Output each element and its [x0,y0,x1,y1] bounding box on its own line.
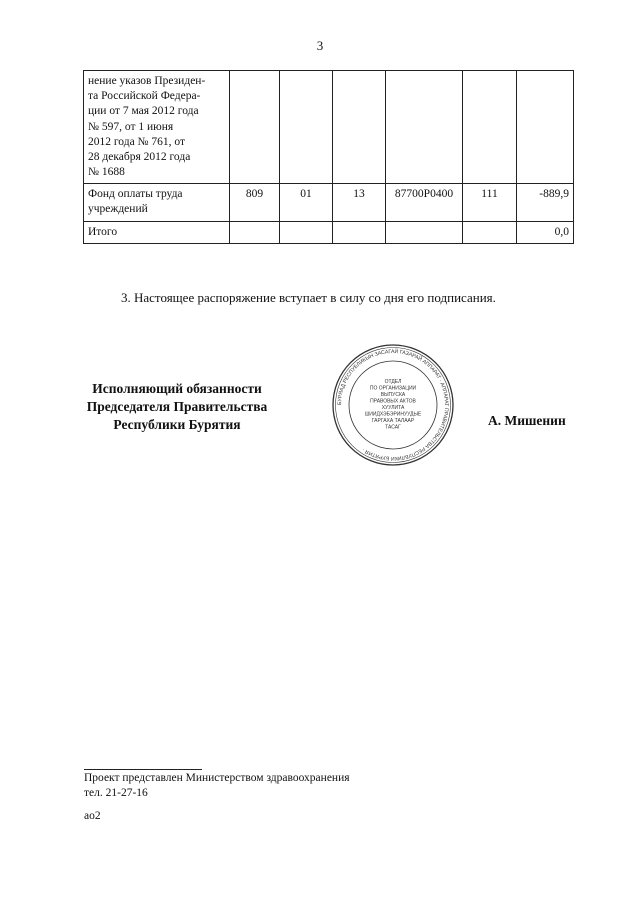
official-seal [331,343,455,467]
seal-inner-line: ТАСАГ [385,424,401,431]
section-code-cell: 01 [280,184,333,221]
description-line: ции от 7 мая 2012 года [88,105,199,118]
description-line: 2012 года № 761, от [88,135,186,148]
footnote-divider [84,769,202,770]
description-line: 28 декабря 2012 года [88,150,191,163]
seal-inner-line: ПО ОРГАНИЗАЦИИ [369,385,417,392]
signatory-title-line: Республики Бурятия [113,416,241,432]
subsection-code-cell: 13 [333,184,386,221]
footnote [84,771,350,801]
description-line: учреждений [88,203,148,216]
expense-type-cell [463,71,517,184]
section-code-cell [280,71,333,184]
seal-inner-line: ПРАВОВЫХ АКТОВ [370,398,416,405]
description-line: № 1688 [88,166,125,179]
subsection-code-cell [333,221,386,243]
table-row [84,221,574,243]
section-code-cell [280,221,333,243]
ministry-code-cell: 809 [230,184,280,221]
table-row [84,184,574,221]
subsection-code-cell [333,71,386,184]
description-line: № 597, от 1 июня [88,120,174,133]
target-item-cell: 87700Р0400 [386,184,463,221]
amount-cell [517,71,574,184]
seal-inner-line: ОТДЕЛ [384,379,402,385]
description-line: нение указов Президен- [88,75,206,87]
seal-outer-text: БУРЯАД РЕСПУБЛИКЫН ЗАСАГАЙ ГАЗАРАЙ АППАРАТ · АППАРАТ ПРАВИТЕЛЬСТВА РЕСПУБЛИКИ БУРЯТИЯ · [336,348,450,462]
description-line: Фонд оплаты труда [88,188,183,201]
target-item-cell [386,71,463,184]
seal-inner-line: ХУУЛИТА [381,405,405,411]
seal-inner-line: ШИИДХЭБЭРИНУУДЫЕ [364,411,422,418]
ministry-code-cell [230,71,280,184]
seal-inner-line: ВЫПУСКА [380,392,406,398]
signatory-title-line: Председателя Правительства [86,398,268,414]
seal-inner-line: ГАРГАХА ТАЛААР [371,418,415,424]
budget-table [83,70,574,244]
effective-date-clause: 3. Настоящее распоряжение вступает в силу со дня его подписания. [121,290,496,305]
signer-name: А. Мишенин [488,413,566,428]
document-code: ао2 [84,810,101,822]
expense-type-cell [463,221,517,243]
footnote-line: тел. 21-27-16 [84,787,148,800]
page-number: 3 [316,38,324,53]
signatory-title-line: Исполняющий обязанности [92,381,262,396]
ministry-code-cell [230,221,280,243]
total-amount-cell: 0,0 [517,221,574,243]
row-description [84,221,230,243]
description-line: Итого [88,225,118,238]
footnote-line: Проект представлен Министерством здравоохранения [84,772,350,784]
row-description [84,184,230,221]
row-description [84,71,230,184]
table-row [84,71,574,184]
signatory-title [62,380,292,433]
description-line: та Российской Федера- [88,90,201,103]
target-item-cell [386,221,463,243]
amount-cell: -889,9 [517,184,574,221]
expense-type-cell: 111 [463,184,517,221]
